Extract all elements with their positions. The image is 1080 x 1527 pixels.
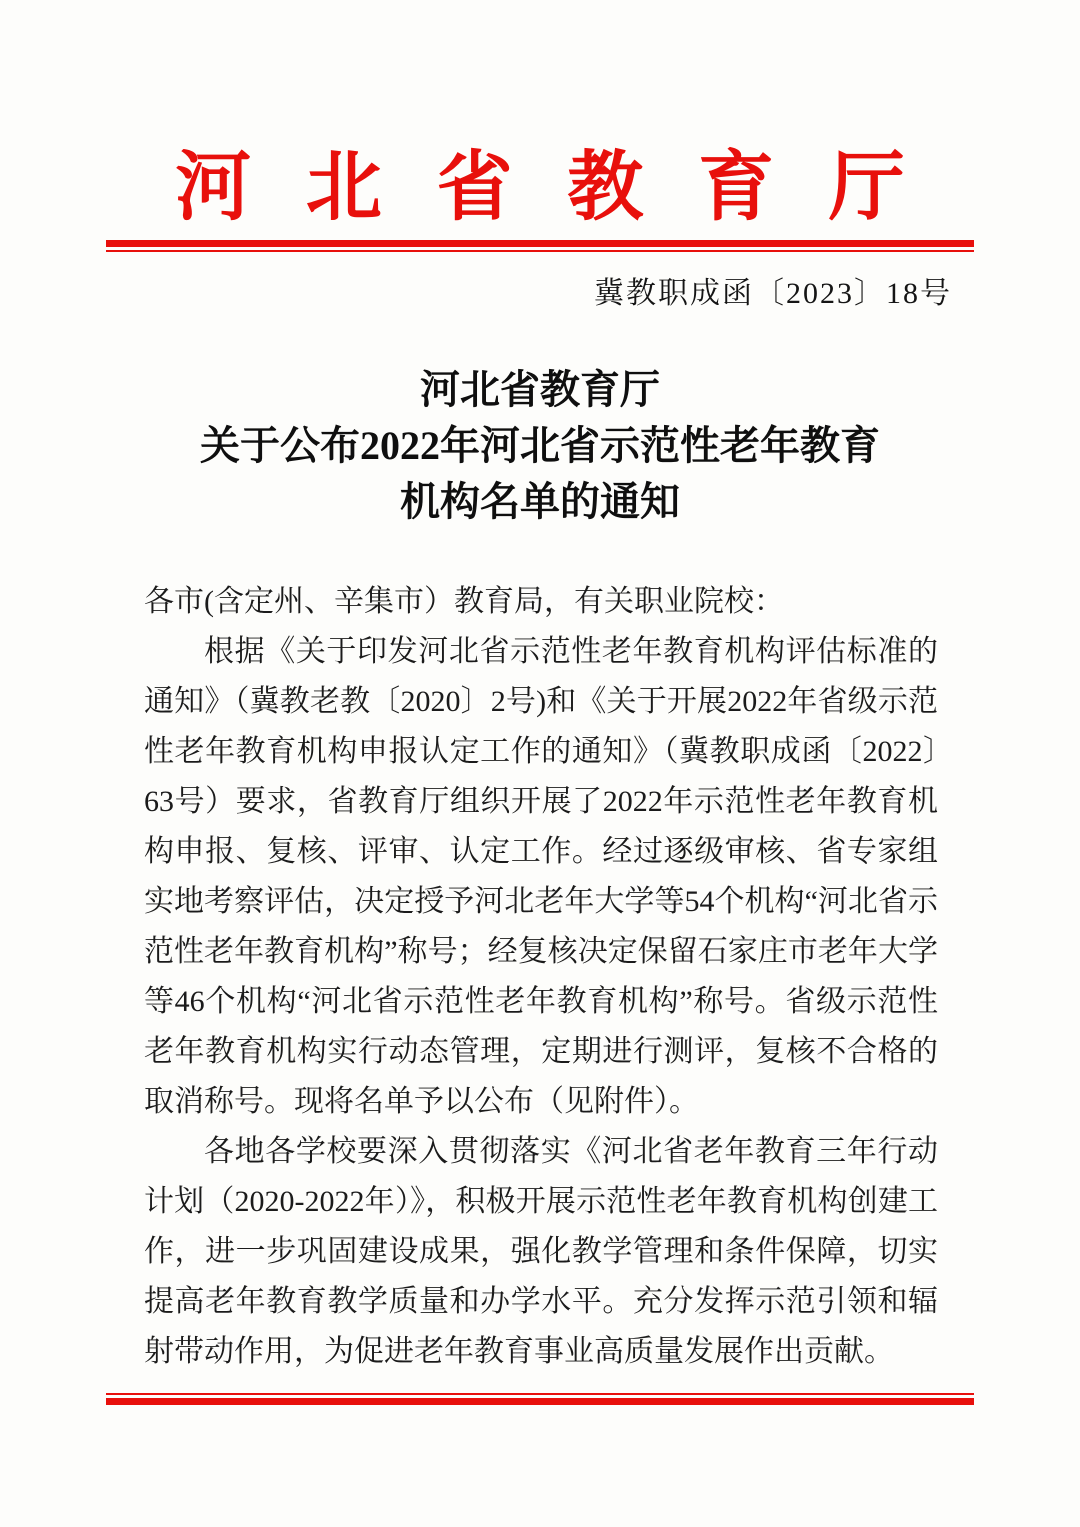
rule-thick-bar xyxy=(106,240,974,247)
notice-title-line-2: 关于公布2022年河北省示范性老年教育 xyxy=(200,423,880,468)
paragraph-1: 根据《关于印发河北省示范性老年教育机构评估标准的通知》（冀教老教〔2020〕2号)和《关于开展2022年省级示范性老年教育机构申报认定工作的通知》（冀教职成函〔2022〕63号）要求，省教育厅组织开展了2022年示范性老年教育机构申报、复核、评审、认定工作。经过逐级审核、省专家组实地考察评估，决定授予河北老年大学等54个机构“河北省示范性老年教育机构”称号；经复核决定保留石家庄市老年大学等46个机构“河北省示范性老年教育机构”称号。省级示范性老年教育机构实行动态管理，定期进行测评，复核不合格的取消称号。现将名单予以公布（见附件）。 xyxy=(144,635,938,1118)
notice-title-line-3: 机构名单的通知 xyxy=(400,479,680,524)
document-body xyxy=(144,577,938,1377)
salutation: 各市(含定州、辛集市）教育局，有关职业院校： xyxy=(144,585,784,618)
notice-title xyxy=(0,362,1080,530)
paragraph-2: 各地各学校要深入贯彻落实《河北省老年教育三年行动计划（2020-2022年）》，积极开展示范性老年教育机构创建工作，进一步巩固建设成果，强化教学管理和条件保障，切实提高老年教育教学质量和办学水平。充分发挥示范引领和辐射带动作用，为促进老年教育事业高质量发展作出贡献。 xyxy=(144,1135,938,1368)
rule-thin-bar xyxy=(106,250,974,252)
footer-rule xyxy=(106,1393,974,1405)
agency-letterhead-title: 河北省教育厅 xyxy=(175,146,960,230)
letterhead-rule xyxy=(106,240,974,252)
rule-thick-bar xyxy=(106,1398,974,1405)
rule-thin-bar xyxy=(106,1393,974,1395)
doc-number: 冀教职成函〔2023〕18号 xyxy=(594,277,952,310)
notice-title-line-1: 河北省教育厅 xyxy=(420,367,660,412)
